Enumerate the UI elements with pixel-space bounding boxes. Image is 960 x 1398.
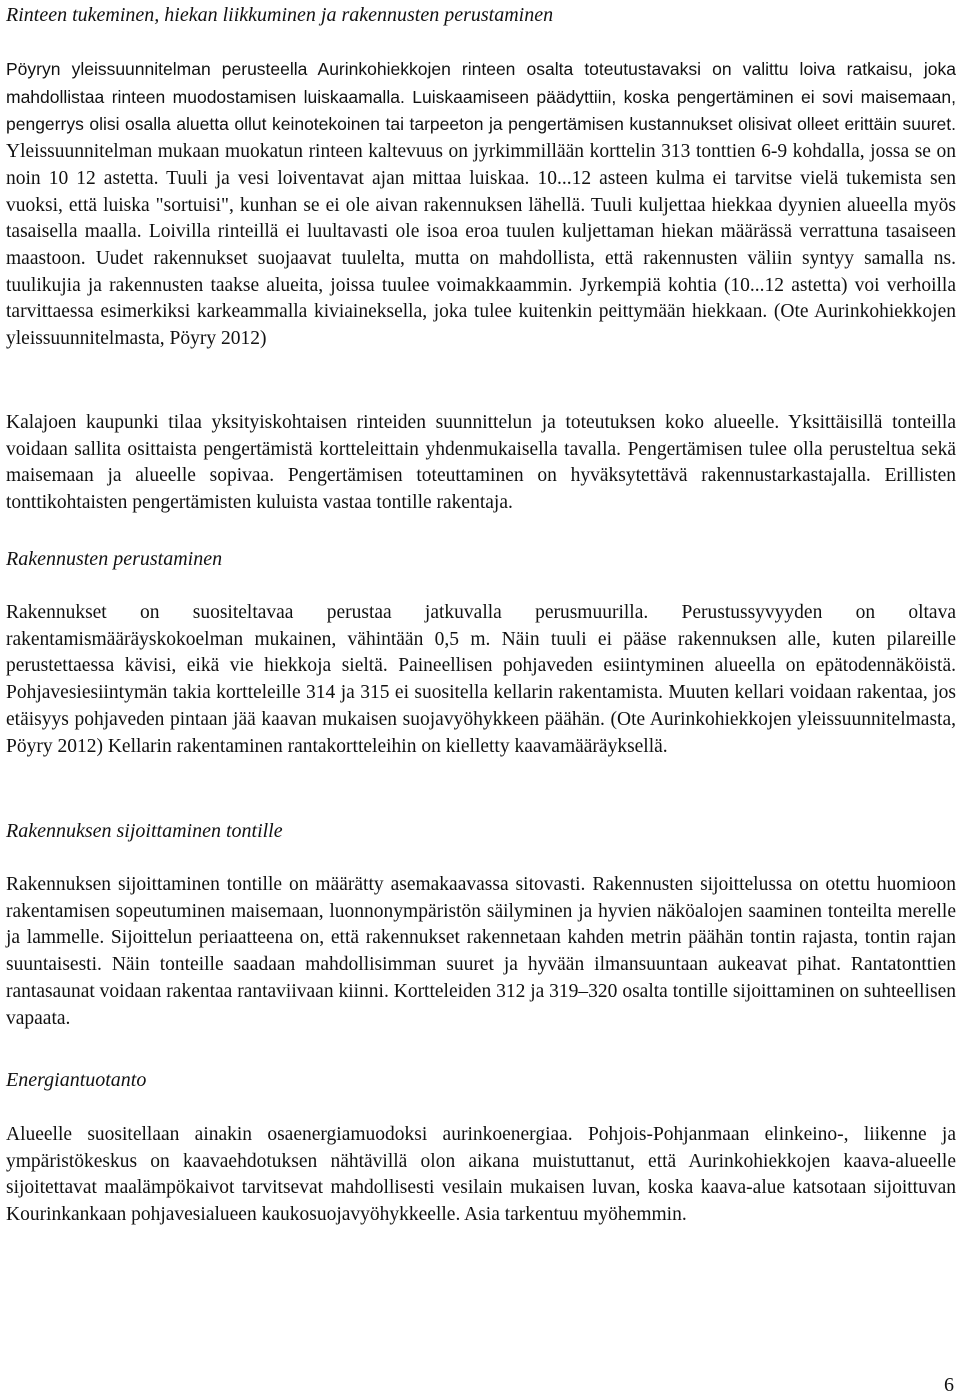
paragraph-slope-support-serif-part: Yleissuunnitelman mukaan muokatun rinteen kaltevuus on jyrkimmillään korttelin 313 tonttien 6-9 kohdalla, jossa se on noin 10 12 astetta. Tuuli ja vesi loiventavat ajan mittaa luiskaa. 10...12 asteen kulma ei tarvitse vielä tukemista sen vuoksi, että luiska "sortuisi", kunhan se ei ole aivan rakennuksen lähellä. Tuuli kuljettaa hiekkaa dyynien alueella myös tasaisella maalla. Loivilla rinteillä ei luultavasti ole isoa eroa tuulen kuljettaman hiekan määrässä verrattuna tasaiseen maastoon. Uudet rakennukset suojaavat tuulelta, mutta on mahdollista, että rakennusten väliin syntyy samalla ns. tuulikujia ja rakennusten taakse alueita, joissa tuulee voimakkaammin. Jyrkempiä kohtia (10...12 astetta) voi verhoilla tarvittaessa esimerkiksi karkeammalla kiviaineksella, joka tulee kuitenkin peittymään hiekkaan. (Ote Aurinkohiekkojen yleissuunnitelmasta, Pöyry 2012): [6, 141, 956, 350]
paragraph-foundation: Rakennukset on suositeltavaa perustaa jatkuvalla perusmuurilla. Perustussyvyyden on oltava rakentamismääräyskokoelman mukainen, vähintään 0,5 m. Näin tuuli ei pääse rakennuksen alle, kuten pilareille perustettaessa kävisi, eikä vie hiekkoja sieltä. Paineellisen pohjaveden esiintyminen alueella on epätodennäköistä. Pohjavesiesiintymän takia kortteleille 314 ja 315 ei suositella kellarin rakentamista. Muuten kellari voidaan rakentaa, jos etäisyys pohjaveden pintaan jää kaavan mukaisen suojavyöhykkeen päähän. (Ote Aurinkohiekkojen yleissuunnitelmasta, Pöyry 2012) Kellarin rakentaminen rantakortteleihin on kielletty kaavamääräyksellä.: [6, 602, 956, 757]
section-heading-foundation: Rakennusten perustaminen: [6, 548, 223, 570]
section-heading-slope: Rinteen tukeminen, hiekan liikkuminen ja rakennusten perustaminen: [6, 4, 554, 26]
paragraph-kalajoki-planning: Kalajoen kaupunki tilaa yksityiskohtaisen rinteiden suunnittelun ja toteutuksen koko alueelle. Yksittäisillä tonteilla voidaan sallita osittaista pengertämistä kortteleittain yhdenmukaisella tavalla. Pengertämisen tulee olla perusteltua sekä maisemaan ja alueelle sopivaa. Pengertämisen toteuttaminen on hyväksytettävä rakennustarkastajalla. Erillisten tonttikohtaisten pengertämisten kuluista vastaa tontille rakentaja.: [6, 412, 956, 514]
page-number: 6: [944, 1374, 954, 1396]
section-heading-energy: Energiantuotanto: [6, 1069, 147, 1091]
paragraph-energy: Alueelle suositellaan ainakin osaenergiamuodoksi aurinkoenergiaa. Pohjois-Pohjanmaan elinkeino-, liikenne ja ympäristökeskus on kaavaehdotuksen nähtävillä olon aikana muistuttanut, että Aurinkohiekkojen kaava-alueelle sijoitettavat maalämpökaivot tarvitsevat mahdollisesti vesilain mukaisen luvan, koska kaava-alue katsotaan sijoittuvan Kourinkankaan pohjavesialueen kaukosuojavyöhykkeelle. Asia tarkentuu myöhemmin.: [6, 1124, 956, 1226]
paragraph-placement: Rakennuksen sijoittaminen tontille on määrätty asemakaavassa sitovasti. Rakennusten sijoittelussa on otettu huomioon rakentamisen sopeutuminen maisemaan, luonnonympäristön säilyminen ja hyvien näköalojen saaminen tonteilta merelle ja lammelle. Sijoittelun periaatteena on, että rakennukset rakennetaan kahden metrin päähän tontin rajasta, tontin rajan suuntaisesti. Näin tonteille saadaan mahdollisimman suuret ja hyvään ilmansuuntaan aukeavat pihat. Rantatonttien rantasaunat voidaan rakentaa rantaviivaan kiinni. Kortteleiden 312 ja 319–320 osalta tontille sijoittaminen on suhteellisen vapaata.: [6, 874, 956, 1029]
paragraph-slope-support-sans-part: Pöyryn yleissuunnitelman perusteella Aurinkohiekkojen rinteen osalta toteutustavaksi on valittu loiva ratkaisu, joka mahdollistaa rinteen muodostamisen luiskaamalla. Luiskaamiseen päädyttiin, koska pengertäminen ei sovi maisemaan, pengerrys olisi osalla aluetta ollut keinotekoinen tai tarpeeton ja pengertämisen kustannukset olisivat olleet erittäin suuret.: [6, 59, 956, 135]
paragraph-slope-support: [6, 56, 956, 353]
section-heading-placement: Rakennuksen sijoittaminen tontille: [6, 820, 283, 842]
